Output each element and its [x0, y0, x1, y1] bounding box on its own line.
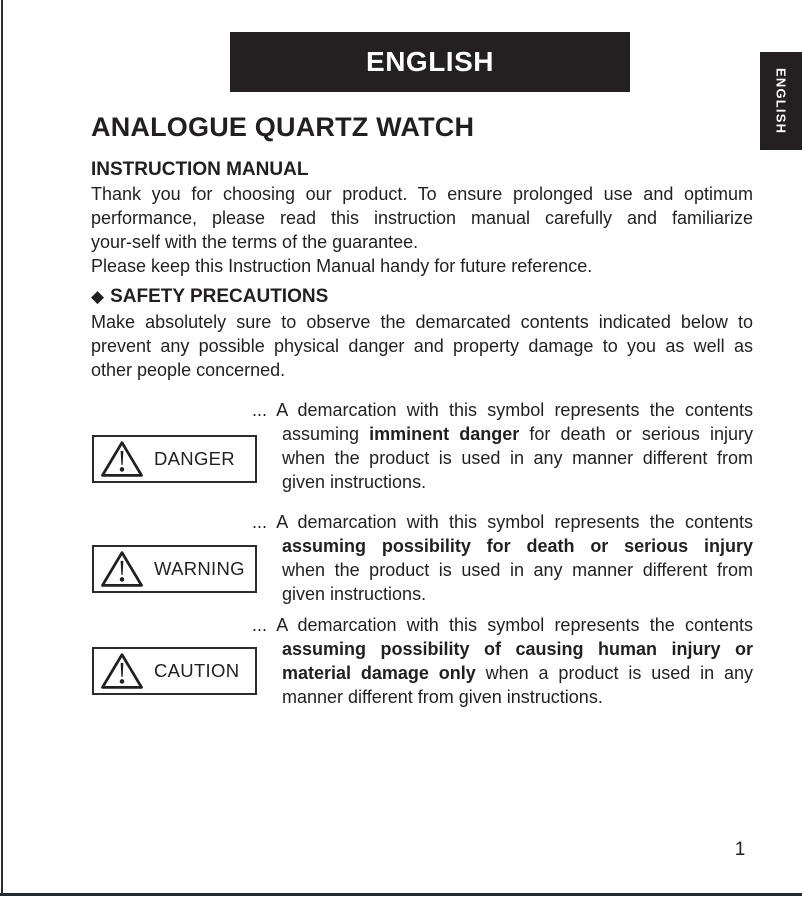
keep-manual-note: Please keep this Instruction Manual handy for future reference. — [91, 256, 593, 276]
page-number: 1 — [734, 839, 746, 860]
instruction-manual-heading: INSTRUCTION MANUAL — [91, 159, 309, 180]
danger-label: DANGER — [154, 448, 235, 469]
left-edge-rule — [1, 0, 3, 896]
safety-precautions-heading — [91, 286, 328, 308]
caution-label: CAUTION — [154, 660, 240, 681]
warning-sign-box — [92, 545, 257, 593]
warning-description: ... A demarcation with this symbol represents the contents assuming possibility for death or serious injury when the product is used in any manner different from given instructions. — [252, 512, 753, 604]
danger-sign-box — [92, 435, 257, 483]
page-title: ANALOGUE QUARTZ WATCH — [91, 112, 475, 142]
safety-intro-paragraph: Make absolutely sure to observe the demarcated contents indicated below to prevent any possible physical danger and property damage to you as well as other people concerned. — [91, 312, 753, 380]
language-side-tab — [760, 52, 802, 150]
warning-label: WARNING — [154, 558, 245, 579]
caution-sign-box — [92, 647, 257, 695]
intro-paragraph: Thank you for choosing our product. To ensure prolonged use and optimum performance, please read this instruction manual carefully and familiarize your-self with the terms of the guarantee. — [91, 184, 753, 252]
danger-description: ... A demarcation with this symbol represents the contents assuming imminent danger for death or serious injury when the product is used in any manner different from given instructions. — [252, 400, 753, 492]
warning-triangle-icon — [99, 549, 145, 589]
bottom-rule — [0, 893, 802, 896]
safety-heading-text: SAFETY PRECAUTIONS — [110, 286, 329, 307]
caution-description: ... A demarcation with this symbol represents the contents assuming possibility of causing human injury or material damage only when a product is used in any manner different from given instructions. — [252, 615, 753, 707]
warning-triangle-icon — [99, 651, 145, 691]
diamond-bullet-icon: ◆ — [91, 287, 105, 307]
language-banner-label: ENGLISH — [366, 46, 494, 77]
warning-triangle-icon — [99, 439, 145, 479]
side-tab-label: ENGLISH — [773, 67, 789, 135]
language-banner — [230, 32, 630, 92]
